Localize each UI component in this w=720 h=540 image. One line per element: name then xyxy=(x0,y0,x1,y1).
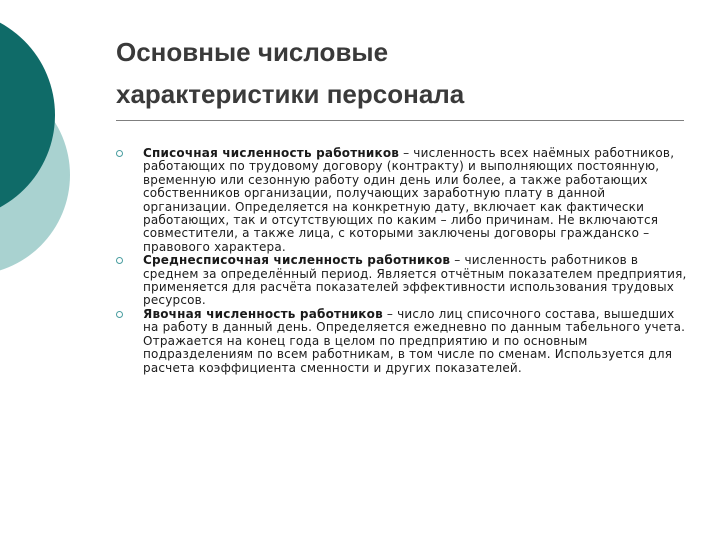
item-text: – численность работников в среднем за определённый период. Является отчётным показателем предприятия, применяется для расчёта показателей эффективности использования трудовых ресурсов. xyxy=(143,253,687,308)
list-item xyxy=(116,254,691,308)
circle-bullet-icon xyxy=(116,311,123,318)
decorative-circles xyxy=(0,0,120,320)
item-term: Среднесписочная численность работников xyxy=(143,253,451,268)
title-line-2: характеристики персонала xyxy=(116,79,465,109)
item-term: Списочная численность работников xyxy=(143,146,400,160)
title-line-1: Основные числовые xyxy=(116,37,389,67)
circle-bullet-icon xyxy=(116,257,123,264)
list-item xyxy=(116,147,691,254)
item-text: – число лиц списочного состава, вышедших на работу в данный день. Определяется ежедневно по данным табельного учета. Отражается на конец года в целом по предприятию и по основным подразделениям по всем работникам, в том числе по сменам. Используется для расчета коэффициента сменности и других показателей. xyxy=(143,306,686,375)
list-item xyxy=(116,308,691,375)
title-divider xyxy=(116,120,684,121)
circle-bullet-icon xyxy=(116,150,123,157)
item-text: – численность всех наёмных работников, работающих по трудовому договору (контракту) и выполняющих постоянную, временную или сезонную работу один день или более, а также работающих собственников организации, получающих заработную плату в данной организации. Определяется на конкретную дату, включает как фактически работающих, так и отсутствующих по каким – либо причинам. Не включаются совместители, а также лица, с которыми заключены договоры гражданско – правового характера. xyxy=(143,146,675,254)
bullet-list xyxy=(116,147,691,375)
item-term: Явочная численность работников xyxy=(143,306,383,321)
slide-title xyxy=(116,31,696,115)
